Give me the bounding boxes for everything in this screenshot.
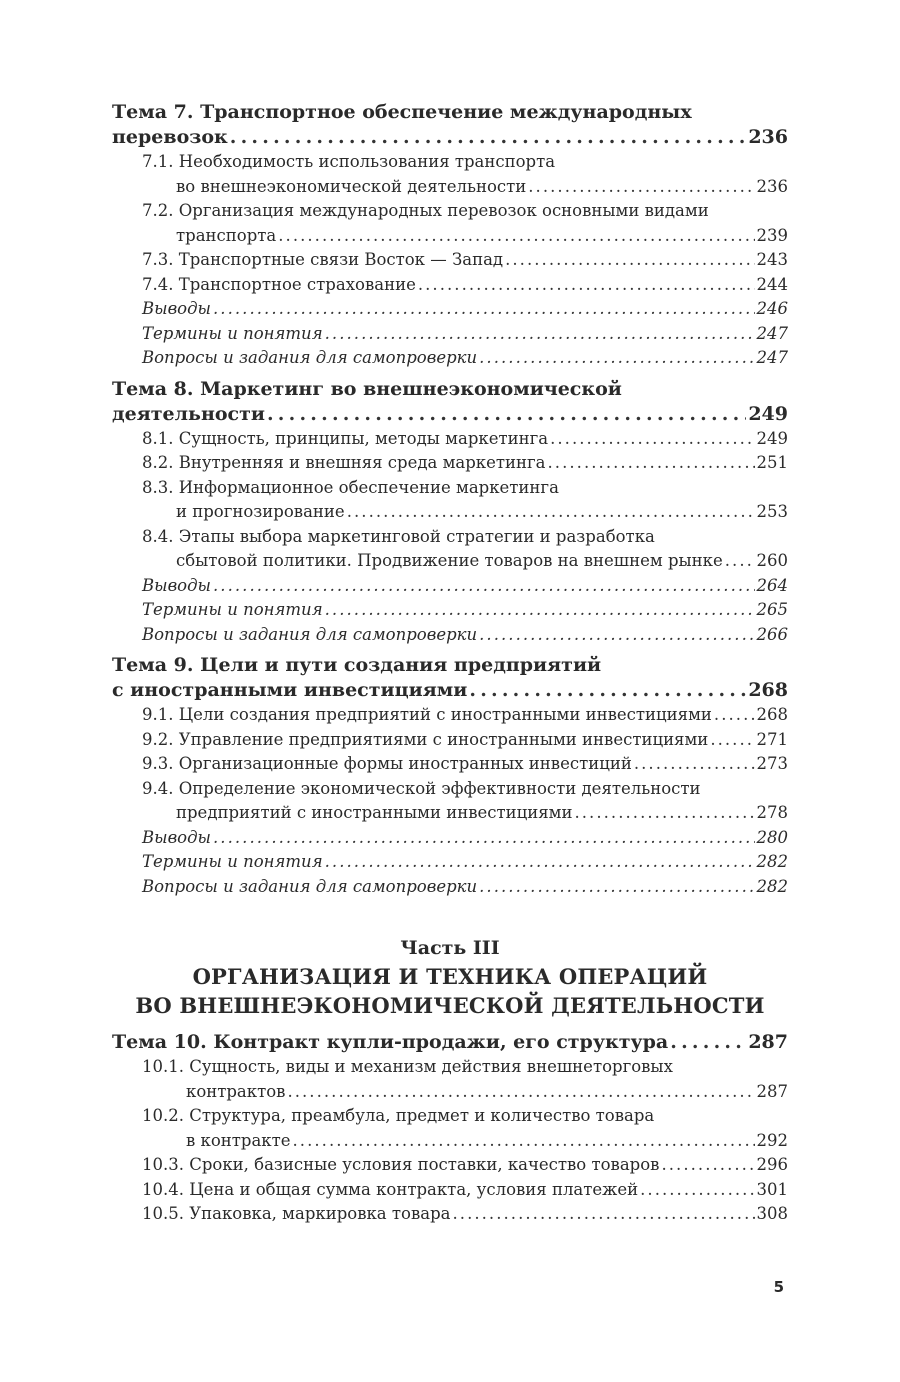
entry-title: Тема 10. Контракт купли-продажи, его структура: [112, 1031, 669, 1053]
page-ref: 282: [756, 876, 788, 896]
entry-title: 9.1. Цели создания предприятий с иностранными инвестициями: [142, 705, 712, 724]
toc-entry[interactable]: [112, 752, 788, 777]
page-ref: 236: [756, 176, 788, 196]
entry-title: Выводы: [142, 575, 211, 595]
leader-dots: [574, 801, 754, 826]
leader-dots: [325, 598, 755, 623]
entry-title: в контракте: [186, 1130, 291, 1150]
leader-dots: [418, 273, 755, 298]
page-ref: 264: [756, 575, 788, 595]
entry-line[interactable]: [176, 175, 788, 200]
page-ref: 243: [756, 250, 788, 269]
page-ref: 266: [756, 624, 788, 644]
leader-dots: [528, 175, 754, 200]
entry-line[interactable]: [142, 1202, 788, 1227]
entry-line[interactable]: [176, 500, 788, 525]
toc-entry[interactable]: [112, 1178, 788, 1203]
page-ref: 280: [756, 827, 788, 847]
entry-title-line: 7.1. Необходимость использования транспорта: [142, 152, 556, 171]
entry-title: перевозок: [112, 126, 228, 148]
page-ref: 268: [756, 705, 788, 724]
entry-title: Выводы: [142, 299, 211, 318]
entry-line[interactable]: [186, 1129, 788, 1154]
page-ref: 292: [756, 1130, 788, 1150]
entry-title: 7.4. Транспортное страхование: [142, 274, 416, 294]
page-ref: 287: [756, 1081, 788, 1101]
leader-dots: [347, 500, 755, 525]
topic-heading[interactable]: [112, 653, 788, 703]
entry-continuation: [142, 1080, 788, 1105]
page-ref: 265: [756, 600, 788, 619]
entry-line[interactable]: [142, 1178, 788, 1203]
entry-list: [112, 1055, 788, 1227]
entry-title: 9.3. Организационные формы иностранных инвестиций: [142, 754, 632, 773]
leader-dots: [230, 125, 747, 150]
entry-title: контрактов: [186, 1081, 286, 1101]
toc-entry[interactable]: [112, 574, 788, 599]
leader-dots: [725, 549, 755, 574]
page-ref: 251: [756, 453, 788, 472]
toc-entry[interactable]: [112, 150, 788, 199]
page-ref: 301: [756, 1179, 788, 1199]
page-ref: 247: [756, 348, 788, 367]
page-ref: 296: [756, 1155, 788, 1174]
page-ref: 308: [756, 1204, 788, 1223]
toc-entry[interactable]: [112, 728, 788, 753]
page-ref: 273: [756, 754, 788, 773]
entry-line[interactable]: [142, 623, 788, 648]
entry-title: Вопросы и задания для самопроверки: [142, 876, 478, 896]
entry-line[interactable]: [142, 248, 788, 273]
toc-entry[interactable]: [112, 199, 788, 248]
entry-continuation: [142, 549, 788, 574]
entry-line[interactable]: [176, 801, 788, 826]
entry-title: с иностранными инвестициями: [112, 679, 468, 701]
entry-title: Выводы: [142, 827, 211, 847]
entry-title-line: 8.3. Информационное обеспечение маркетинга: [142, 477, 559, 497]
topic-title-line[interactable]: [112, 402, 788, 427]
entry-line[interactable]: [142, 322, 788, 347]
toc-entry[interactable]: [112, 777, 788, 826]
entry-line[interactable]: [142, 826, 788, 851]
leader-dots: [479, 346, 754, 371]
entry-title-line: 7.2. Организация международных перевозок основными видами: [142, 201, 709, 220]
page-ref: 244: [756, 274, 788, 294]
topic-section: [112, 100, 788, 371]
page-ref: 260: [756, 551, 788, 570]
toc-entry[interactable]: [112, 826, 788, 851]
entry-title: транспорта: [176, 225, 277, 245]
toc-entry[interactable]: [112, 1055, 788, 1104]
leader-dots: [325, 322, 755, 347]
entry-line[interactable]: [142, 297, 788, 322]
toc-entry[interactable]: [112, 850, 788, 875]
entry-title: 9.2. Управление предприятиями с иностранными инвестициями: [142, 729, 709, 749]
topic-title-line[interactable]: [112, 125, 788, 150]
entry-line[interactable]: [142, 875, 788, 900]
entry-line[interactable]: [142, 728, 788, 753]
toc-entry[interactable]: [112, 623, 788, 648]
page-ref: 271: [756, 729, 788, 749]
entry-title: во внешнеэкономической деятельности: [176, 176, 527, 196]
page-ref: 249: [756, 428, 788, 448]
entry-title: предприятий с иностранными инвестициями: [176, 803, 573, 822]
page-ref: 287: [748, 1031, 788, 1053]
toc-entry[interactable]: [112, 525, 788, 574]
entry-line[interactable]: [176, 549, 788, 574]
entry-continuation: [142, 500, 788, 525]
entry-title: Вопросы и задания для самопроверки: [142, 348, 478, 367]
toc-entry[interactable]: [112, 346, 788, 371]
entry-list: [112, 703, 788, 899]
page-number: 5: [773, 1278, 784, 1296]
leader-dots: [213, 826, 755, 851]
toc-entry[interactable]: [112, 703, 788, 728]
leader-dots: [640, 1178, 754, 1203]
entry-title: 8.1. Сущность, принципы, методы маркетинга: [142, 428, 549, 448]
page-ref: 236: [748, 126, 788, 148]
topic-heading[interactable]: [112, 100, 788, 150]
entry-line[interactable]: [142, 451, 788, 476]
entry-line[interactable]: [186, 1080, 788, 1105]
leader-dots: [670, 1030, 746, 1055]
topic-title-line: Тема 9. Цели и пути создания предприятий: [112, 654, 602, 676]
toc-entry[interactable]: [112, 248, 788, 273]
entry-continuation: [142, 801, 788, 826]
leader-dots: [714, 703, 755, 728]
entry-line[interactable]: [176, 224, 788, 249]
entry-title: Термины и понятия: [142, 323, 323, 343]
entry-title: сбытовой политики. Продвижение товаров на внешнем рынке: [176, 551, 723, 570]
entry-continuation: [142, 1129, 788, 1154]
topic-title-line[interactable]: [112, 678, 788, 703]
entry-line[interactable]: [142, 273, 788, 298]
page-ref: 282: [756, 852, 788, 871]
toc-entry[interactable]: [112, 273, 788, 298]
topic-heading[interactable]: [112, 377, 788, 427]
leader-dots: [479, 623, 754, 648]
toc-entry[interactable]: [112, 451, 788, 476]
toc-entry[interactable]: [112, 598, 788, 623]
entry-list: [112, 150, 788, 371]
leader-dots: [452, 1202, 754, 1227]
entry-title: и прогнозирование: [176, 502, 345, 521]
page-ref: 253: [756, 502, 788, 521]
leader-dots: [550, 427, 754, 452]
entry-continuation: [142, 224, 788, 249]
part-title-line: ОРГАНИЗАЦИЯ И ТЕХНИКА ОПЕРАЦИЙ: [192, 964, 708, 989]
leader-dots: [287, 1080, 754, 1105]
topic-title-line: Тема 8. Маркетинг во внешнеэкономической: [112, 377, 622, 400]
toc-entry[interactable]: [112, 1153, 788, 1178]
topic-section: [112, 653, 788, 899]
leader-dots: [661, 1153, 754, 1178]
page-ref: 268: [748, 679, 788, 701]
leader-dots: [634, 752, 755, 777]
page-ref: 278: [756, 803, 788, 822]
entry-line[interactable]: [142, 752, 788, 777]
page-ref: 249: [748, 402, 788, 425]
part-number: Часть III: [400, 937, 500, 959]
topic-section: [112, 1030, 788, 1227]
entry-title: деятельности: [112, 402, 265, 425]
topic-section: [112, 377, 788, 648]
entry-title: 10.3. Сроки, базисные условия поставки, качество товаров: [142, 1155, 660, 1174]
leader-dots: [505, 248, 754, 273]
leader-dots: [469, 678, 746, 703]
leader-dots: [325, 850, 755, 875]
toc-entry[interactable]: [112, 427, 788, 452]
entry-line[interactable]: [142, 703, 788, 728]
table-of-contents: [112, 100, 788, 1233]
entry-line[interactable]: [142, 346, 788, 371]
entry-line[interactable]: [142, 574, 788, 599]
toc-entry[interactable]: [112, 1104, 788, 1153]
topic-heading[interactable]: [112, 1030, 788, 1055]
entry-list: [112, 427, 788, 648]
entry-line[interactable]: [142, 1153, 788, 1178]
leader-dots: [479, 875, 754, 900]
leader-dots: [710, 728, 754, 753]
entry-line[interactable]: [142, 427, 788, 452]
toc-entry[interactable]: [112, 322, 788, 347]
toc-entry[interactable]: [112, 1202, 788, 1227]
part-title-line: ВО ВНЕШНЕЭКОНОМИЧЕСКОЙ ДЕЯТЕЛЬНОСТИ: [135, 993, 765, 1018]
entry-title: Вопросы и задания для самопроверки: [142, 624, 478, 644]
leader-dots: [278, 224, 754, 249]
leader-dots: [213, 574, 755, 599]
entry-title: Термины и понятия: [142, 600, 323, 619]
leader-dots: [267, 402, 746, 427]
leader-dots: [293, 1129, 755, 1154]
entry-title: Термины и понятия: [142, 852, 323, 871]
page-ref: 239: [756, 225, 788, 245]
entry-title-line: 10.1. Сущность, виды и механизм действия внешнеторговых: [142, 1057, 673, 1076]
entry-title: 8.2. Внутренняя и внешняя среда маркетинга: [142, 453, 546, 472]
entry-title-line: 9.4. Определение экономической эффективности деятельности: [142, 778, 701, 798]
entry-title: 10.4. Цена и общая сумма контракта, условия платежей: [142, 1179, 639, 1199]
entry-title: 10.5. Упаковка, маркировка товара: [142, 1204, 451, 1223]
entry-line[interactable]: [142, 598, 788, 623]
entry-title: 7.3. Транспортные связи Восток — Запад: [142, 250, 504, 269]
page-ref: 246: [756, 299, 788, 318]
topic-title-line: Тема 7. Транспортное обеспечение международных: [112, 101, 692, 123]
leader-dots: [548, 451, 755, 476]
topic-title-line[interactable]: [112, 1030, 788, 1055]
toc-entry[interactable]: [112, 875, 788, 900]
leader-dots: [213, 297, 755, 322]
toc-entry[interactable]: [112, 476, 788, 525]
part-heading: [112, 935, 788, 1020]
toc-entry[interactable]: [112, 297, 788, 322]
page-ref: 247: [756, 323, 788, 343]
entry-title-line: 8.4. Этапы выбора маркетинговой стратегии и разработка: [142, 526, 655, 546]
entry-continuation: [142, 175, 788, 200]
entry-line[interactable]: [142, 850, 788, 875]
entry-title-line: 10.2. Структура, преамбула, предмет и количество товара: [142, 1106, 655, 1125]
